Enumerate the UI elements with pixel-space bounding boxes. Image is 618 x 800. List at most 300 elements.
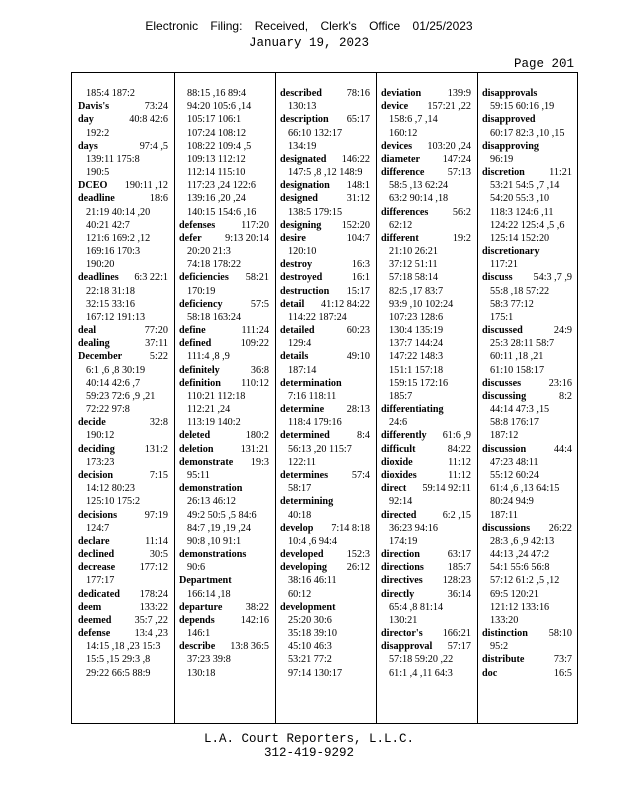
index-entry-continuation [280,311,370,324]
page-line-refs: 94:20 105:6 ,14 [187,101,252,113]
page-line-refs: 187:14 [288,364,317,376]
index-term: December [78,351,123,363]
index-entry [381,640,471,653]
page-line-refs: 134:19 [288,140,317,152]
index-entry-continuation [381,364,471,377]
page-line-refs: 31:12 [346,193,370,205]
page-line-refs: 90:6 [187,562,206,574]
page-line-refs: 57:17 [447,641,471,653]
page-line-refs: 14:12 80:23 [86,483,135,495]
index-term: destroyed [280,272,323,284]
index-entry-continuation [280,482,370,495]
index-term: defense [78,628,111,640]
index-entry-continuation [280,166,370,179]
page-line-refs: 59:23 72:6 ,9 ,21 [86,390,156,402]
index-entry [280,469,370,482]
page-line-refs: 111:4 ,8 ,9 [187,351,230,363]
page-line-refs: 117:20 [241,219,269,231]
page-line-refs: 97:19 [144,509,168,521]
index-entry-continuation [482,127,572,140]
index-entry [381,469,471,482]
index-entry [280,153,370,166]
index-entry-continuation [482,232,572,245]
index-term: diameter [381,153,421,165]
index-entry-continuation [280,535,370,548]
index-entry [78,179,168,192]
index-entry [381,100,471,113]
index-entry [179,232,269,245]
column-divider [376,73,377,723]
index-entry-continuation [78,166,168,179]
column-divider [275,73,276,723]
index-entry-continuation [78,87,168,100]
index-entry-continuation [78,653,168,666]
index-entry-continuation [482,469,572,482]
page-line-refs: 14:15 ,18 ,23 15:3 [86,641,161,653]
index-entry [78,350,168,363]
page-line-refs: 60:11 ,18 ,21 [490,351,544,363]
index-entry-continuation [381,192,471,205]
index-entry [482,324,572,337]
page-line-refs: 47:23 48:11 [490,456,539,468]
page-line-refs: 185:4 187:2 [86,88,135,99]
page-line-refs: 84:7 ,19 ,19 ,24 [187,522,251,534]
index-term: deficiency [179,298,223,310]
index-entry [280,324,370,337]
index-entry-continuation [179,153,269,166]
index-entry [78,100,168,113]
index-term: detail [280,298,305,310]
index-column-3 [280,87,370,680]
index-term: dealing [78,338,110,350]
page-line-refs: 61:6 ,9 [442,430,471,442]
index-term: developing [280,562,327,574]
page-line-refs: 36:23 94:16 [389,522,438,534]
index-entry-continuation [381,495,471,508]
index-entry-continuation [482,640,572,653]
index-term: declare [78,535,110,547]
page-line-refs: 80:24 94:9 [490,496,534,508]
index-entry-continuation [179,667,269,680]
page-line-refs: 56:13 ,20 115:7 [288,443,352,455]
index-entry-continuation [381,377,471,390]
index-entry-continuation [381,179,471,192]
index-entry-continuation [78,285,168,298]
index-term: demonstrate [179,456,234,468]
index-term: deviation [381,88,422,99]
index-entry [280,179,370,192]
page-line-refs: 21:19 40:14 ,20 [86,206,151,218]
index-term: desire [280,232,306,244]
index-entry-continuation [78,495,168,508]
index-entry-continuation [179,653,269,666]
index-entry [179,640,269,653]
index-entry-continuation [179,535,269,548]
page-line-refs: 113:19 140:2 [187,417,241,429]
index-term: develop [280,522,314,534]
index-entry-continuation [280,416,370,429]
page-line-refs: 130:21 [389,614,418,626]
page-line-refs: 10:4 ,6 94:4 [288,535,337,547]
page-line-refs: 174:19 [389,535,418,547]
index-term: differences [381,206,429,218]
index-entry-continuation [280,627,370,640]
page-line-refs: 152:3 [346,549,370,561]
index-term: described [280,88,322,99]
page-line-refs: 49:10 [346,351,370,363]
page-line-refs: 57:18 59:20 ,22 [389,654,454,666]
index-entry-continuation [78,127,168,140]
index-term: discuss [482,272,513,284]
page-line-refs: 57:13 [447,167,471,179]
page-line-refs: 166:14 ,18 [187,588,231,600]
index-entry-continuation [482,179,572,192]
index-entry [381,561,471,574]
index-entry [179,219,269,232]
index-entry [179,429,269,442]
page-line-refs: 44:13 ,24 47:2 [490,549,550,561]
page-line-refs: 44:4 [553,443,572,455]
page-line-refs: 61:1 ,4 ,11 64:3 [389,667,453,679]
page-line-refs: 121:12 133:16 [490,601,550,613]
index-entry-continuation [381,311,471,324]
index-term: designated [280,153,327,165]
index-entry-continuation [482,350,572,363]
index-entry-continuation [482,258,572,271]
page-line-refs: 97:4 ,5 [139,140,168,152]
page-line-refs: 61:10 158:17 [490,364,545,376]
page-line-refs: 23:16 [548,377,572,389]
index-entry [179,574,269,587]
index-column-2 [179,87,269,680]
page-line-refs: 73:24 [144,101,168,113]
index-term: developed [280,549,324,561]
reporter-company: L.A. Court Reporters, L.L.C. [203,732,415,746]
index-entry-continuation [78,574,168,587]
page-line-refs: 65:4 ,8 81:14 [389,601,444,613]
page-line-refs: 60:12 [288,588,312,600]
page-line-refs: 125:14 152:20 [490,232,550,244]
index-entry-continuation [482,311,572,324]
word-index-frame [71,72,578,724]
index-entry [78,324,168,337]
page-line-refs: 32:8 [149,417,168,429]
page-line-refs: 18:6 [149,193,168,205]
index-entry-continuation [381,416,471,429]
page-line-refs: 147:5 ,8 ,12 148:9 [288,167,363,179]
page-line-refs: 19:2 [452,232,471,244]
page-line-refs: 152:20 [341,219,370,231]
page-line-refs: 77:20 [144,325,168,337]
index-term: decide [78,417,106,429]
page-line-refs: 56:2 [452,206,471,218]
page-line-refs: 97:14 130:17 [288,667,343,679]
page-line-refs: 151:1 157:18 [389,364,444,376]
page-line-refs: 82:5 ,17 83:7 [389,285,444,297]
index-entry-continuation [78,390,168,403]
index-term: directives [381,575,423,587]
index-term: difference [381,167,425,179]
page-line-refs: 15:17 [346,285,370,297]
page-line-refs: 114:22 187:24 [288,311,347,323]
index-term: decrease [78,562,116,574]
page-line-refs: 13:8 36:5 [230,641,269,653]
index-entry [381,166,471,179]
index-entry-continuation [280,640,370,653]
index-entry [280,285,370,298]
index-entry [280,548,370,561]
index-term: designation [280,180,330,192]
page-line-refs: 7:16 118:11 [288,390,337,402]
index-entry-continuation [78,482,168,495]
index-term: deadline [78,193,115,205]
index-entry-continuation [482,509,572,522]
index-entry-continuation [78,245,168,258]
index-term: day [78,114,94,126]
index-entry-continuation [179,311,269,324]
index-term: deleted [179,430,211,442]
page-line-refs: 58:3 77:12 [490,298,534,310]
index-entry-continuation [482,364,572,377]
index-entry-continuation [280,509,370,522]
index-entry-continuation [482,456,572,469]
page-line-refs: 157:21 ,22 [427,101,471,113]
index-entry [78,271,168,284]
page-line-refs: 146:22 [341,153,370,165]
page-line-refs: 7:14 8:18 [331,522,370,534]
index-entry [482,667,572,680]
page-line-refs: 72:22 97:8 [86,404,130,416]
index-term: directly [381,588,415,600]
page-line-refs: 137:7 144:24 [389,338,444,350]
index-entry-continuation [280,443,370,456]
page-line-refs: 110:21 112:18 [187,390,246,402]
index-entry [280,601,370,614]
index-term: directions [381,562,424,574]
index-term: disapproval [381,641,433,653]
index-entry-continuation [280,206,370,219]
page-line-refs: 146:1 [187,628,211,640]
index-entry-continuation [78,403,168,416]
index-term: discussing [482,390,527,402]
page-line-refs: 6:3 22:1 [134,272,168,284]
page-line-refs: 16:3 [351,259,370,271]
index-entry-continuation [280,390,370,403]
page-line-refs: 69:5 120:21 [490,588,539,600]
page-line-refs: 53:21 77:2 [288,654,332,666]
index-entry [78,535,168,548]
page-line-refs: 65:17 [346,114,370,126]
index-entry-continuation [482,588,572,601]
index-term: destruction [280,285,330,297]
index-entry-continuation [482,100,572,113]
index-entry-continuation [179,245,269,258]
page-line-refs: 45:10 46:3 [288,641,332,653]
index-entry [381,456,471,469]
index-term: distinction [482,628,528,640]
page-line-refs: 175:1 [490,311,514,323]
page-line-refs: 139:11 175:8 [86,153,140,165]
page-line-refs: 29:22 66:5 88:9 [86,667,151,679]
page-line-refs: 187:11 [490,509,518,521]
index-term: direct [381,483,407,495]
index-entry-continuation [381,245,471,258]
index-entry [280,258,370,271]
page-line-refs: 38:16 46:11 [288,575,337,587]
index-entry-continuation [280,574,370,587]
index-term: decision [78,469,114,481]
index-entry-continuation [78,311,168,324]
page-line-refs: 7:15 [149,469,168,481]
index-entry [78,588,168,601]
page-line-refs: 32:15 33:16 [86,298,135,310]
page-line-refs: 11:21 [549,167,572,179]
index-entry-continuation [179,416,269,429]
index-entry [381,153,471,166]
page-line-refs: 60:17 82:3 ,10 ,15 [490,127,565,139]
index-entry-continuation [179,258,269,271]
index-term: dedicated [78,588,120,600]
index-entry [381,627,471,640]
index-term: designed [280,193,318,205]
index-entry [78,416,168,429]
index-entry-continuation [381,614,471,627]
index-entry [482,522,572,535]
page-line-refs: 63:17 [447,549,471,561]
index-term: discussed [482,325,523,337]
index-entry-continuation [179,627,269,640]
index-entry [280,271,370,284]
index-term: define [179,325,206,337]
index-entry [179,601,269,614]
index-entry-continuation [280,127,370,140]
index-term: determining [280,496,334,508]
index-entry-continuation [482,482,572,495]
index-entry-continuation [78,640,168,653]
page-line-refs: 158:6 ,7 ,14 [389,114,438,126]
index-entry [78,561,168,574]
index-term: disapproving [482,140,540,152]
index-term: different [381,232,419,244]
page-line-refs: 159:15 172:16 [389,377,449,389]
index-entry [179,456,269,469]
index-term: Davis's [78,101,110,113]
index-entry-continuation [179,100,269,113]
index-entry [78,140,168,153]
index-entry-continuation [179,469,269,482]
index-term: director's [381,628,423,640]
page-line-refs: 139:9 [447,88,471,99]
page-line-refs: 54:1 55:6 56:8 [490,562,550,574]
index-entry-continuation [78,377,168,390]
index-term: dioxide [381,456,413,468]
page-line-refs: 15:5 ,15 29:3 ,8 [86,654,151,666]
page-line-refs: 24:6 [389,417,408,429]
index-entry-continuation [482,574,572,587]
index-entry [179,298,269,311]
page-line-refs: 5:22 [149,351,168,363]
index-entry [78,601,168,614]
index-term: disapprovals [482,88,538,99]
index-entry-continuation [78,219,168,232]
page-line-refs: 117:23 ,24 122:6 [187,180,256,192]
page-line-refs: 118:3 124:6 ,11 [490,206,554,218]
page-line-refs: 8:4 [356,430,370,442]
index-entry-continuation [482,548,572,561]
index-term: depends [179,614,215,626]
page-line-refs: 122:11 [288,456,316,468]
page-line-refs: 110:12 [241,377,269,389]
index-entry-continuation [482,219,572,232]
index-entry [179,324,269,337]
index-entry-continuation [482,403,572,416]
index-entry [179,271,269,284]
index-term: deem [78,601,102,613]
page-line-refs: 117:21 [490,259,518,271]
index-term: DCEO [78,180,108,192]
page-line-refs: 63:2 90:14 ,18 [389,193,449,205]
index-column-1 [78,87,168,680]
page-line-refs: 125:10 175:2 [86,496,141,508]
page-line-refs: 55:12 60:24 [490,469,539,481]
page-line-refs: 107:23 128:6 [389,311,444,323]
index-entry [280,219,370,232]
index-entry [78,509,168,522]
index-entry-continuation [78,364,168,377]
page-line-refs: 96:19 [490,153,514,165]
page-line-refs: 11:12 [448,456,471,468]
page-line-refs: 128:23 [442,575,471,587]
index-entry-continuation [482,495,572,508]
index-entry [280,495,370,508]
index-entry [482,113,572,126]
page-line-refs: 177:17 [86,575,115,587]
index-entry-continuation [280,653,370,666]
page-line-refs: 133:22 [139,601,168,613]
index-term: detailed [280,325,315,337]
index-entry [381,403,471,416]
index-term: description [280,114,329,126]
index-column-5 [482,87,572,680]
index-entry-continuation [381,127,471,140]
page-line-refs: 57:18 58:14 [389,272,438,284]
page-line-refs: 37:12 51:11 [389,259,438,271]
page-line-refs: 19:3 [250,456,269,468]
page-line-refs: 66:10 132:17 [288,127,343,139]
page-line-refs: 24:9 [553,325,572,337]
index-entry-continuation [179,140,269,153]
page-line-refs: 40:8 42:6 [129,114,168,126]
index-entry-continuation [381,298,471,311]
index-entry-continuation [482,614,572,627]
page-line-refs: 192:2 [86,127,110,139]
index-entry-continuation [179,403,269,416]
index-term: discretion [482,167,525,179]
page-line-refs: 11:12 [448,469,471,481]
index-entry [280,561,370,574]
index-entry [179,443,269,456]
index-entry-continuation [78,153,168,166]
index-entry-continuation [280,667,370,680]
index-term: demonstration [179,483,243,495]
index-entry-continuation [482,561,572,574]
page-line-refs: 187:12 [490,430,519,442]
index-term: discussion [482,443,527,455]
page-line-refs: 124:7 [86,522,110,534]
index-entry-continuation [381,271,471,284]
page-line-refs: 131:2 [144,443,168,455]
index-term: defenses [179,219,216,231]
